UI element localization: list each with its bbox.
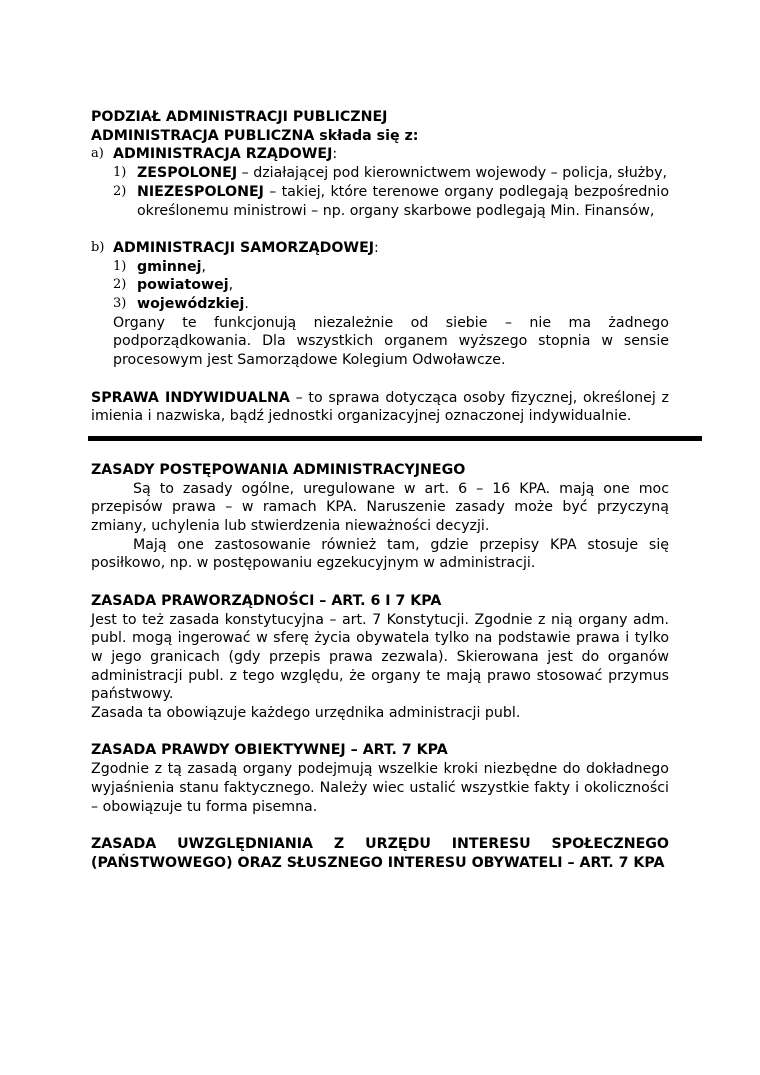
heading-sklada: ADMINISTRACJA PUBLICZNA składa się z: (91, 127, 419, 144)
sprawa-paragraph: SPRAWA INDYWIDUALNA – to sprawa dotycząca osoby fizycznej, określonej z imienia i nazwiska, bądź jednostki organizacyjnej oznaczonej indywidualnie. (91, 389, 669, 425)
heading-praworzadnosc: ZASADA PRAWORZĄDNOŚCI – ART. 6 I 7 KPA (91, 592, 442, 609)
section-b-note: Organy te funkcjonują niezależnie od siebie – nie ma żadnego podporządkowania. Dla wszystkich organem wyższego stopnia w sensie procesowym jest Samorządowe Kolegium Odwoławcze. (113, 314, 669, 369)
list-marker: b) (91, 239, 105, 255)
term-gminnej: gminnej (137, 258, 202, 275)
section-a-label: ADMINISTRACJA RZĄDOWEJ (113, 146, 333, 163)
document-page (91, 108, 669, 872)
list-item-b3: 3) wojewódzkiej. (113, 296, 249, 313)
list-item-b2: 2) powiatowej, (113, 277, 234, 294)
heading-prawda: ZASADA PRAWDY OBIEKTYWNEJ – ART. 7 KPA (91, 742, 448, 759)
term-wojewodzkiej: wojewódzkiej (137, 296, 245, 313)
praworzadnosc-paragraph-1: Jest to też zasada konstytucyjna – art. 7 Konstytucji. Zgodnie z nią organy adm. publ. mogą ingerować w sferę życia obywatela tylko na podstawie prawa i tylko w jego granicach (gdy przepis prawa zezwala). Skierowana jest do organów administracji publ. z tego względu, że organy te mają prawo stosować przymus państwowy. (91, 611, 669, 703)
horizontal-rule (88, 436, 702, 441)
prawda-paragraph: Zgodnie z tą zasadą organy podejmują wszelkie kroki niezbędne do dokładnego wyjaśnienia stanu faktycznego. Należy wiec ustalić wszystkie fakty i okoliczności – obowiązuje tu forma pisemna. (91, 761, 669, 815)
heading-zasady: ZASADY POSTĘPOWANIA ADMINISTRACYJNEGO (91, 461, 466, 478)
praworzadnosc-paragraph-2: Zasada ta obowiązuje każdego urzędnika administracji publ. (91, 705, 521, 722)
list-marker: 1) (113, 165, 127, 181)
zasady-paragraph-2: Mają one zastosowanie również tam, gdzie przepisy KPA stosuje się posiłkowo, np. w postępowaniu egzekucyjnym w administracji. (91, 536, 669, 572)
zasady-paragraph-1: Są to zasady ogólne, uregulowane w art. 6 – 16 KPA. mają one moc przepisów prawa – w ramach KPA. Naruszenie zasady może być przyczyną zmiany, uchylenia lub stwierdzenia nieważności decyzji. (91, 480, 669, 535)
list-item-a2: 2) NIEZESPOLONEJ – takiej, które terenowe organy podlegają bezpośrednio określonemu ministrowi – np. organy skarbowe podlegają Min. Finansów, (113, 183, 669, 219)
section-b-label: ADMINISTRACJI SAMORZĄDOWEJ (113, 239, 375, 256)
list-marker: 2) (113, 183, 127, 199)
list-marker: 2) (113, 277, 127, 293)
heading-podzial: PODZIAŁ ADMINISTRACJI PUBLICZNEJ (91, 109, 388, 125)
list-item-a1: 1) ZESPOLONEJ – działającej pod kierownictwem wojewody – policja, służby, (113, 165, 668, 182)
term-sprawa: SPRAWA INDYWIDUALNA (91, 389, 290, 406)
list-item-a: a) ADMINISTRACJA RZĄDOWEJ: (91, 146, 338, 163)
list-marker: 1) (113, 258, 127, 274)
term-powiatowej: powiatowej (137, 277, 229, 294)
list-item-b1: 1) gminnej, (113, 258, 207, 275)
term-zespolonej: ZESPOLONEJ (137, 165, 238, 182)
list-item-b: b) ADMINISTRACJI SAMORZĄDOWEJ: (91, 239, 379, 256)
list-marker: a) (91, 146, 104, 162)
term-niezespolonej: NIEZESPOLONEJ (137, 183, 264, 200)
list-marker: 3) (113, 296, 127, 312)
heading-uwzglednianie: ZASADA UWZGLĘDNIANIA Z URZĘDU INTERESU SPOŁECZNEGO (PAŃSTWOWEGO) ORAZ SŁUSZNEGO INTERESU OBYWATELI – ART. 7 KPA (91, 835, 669, 871)
